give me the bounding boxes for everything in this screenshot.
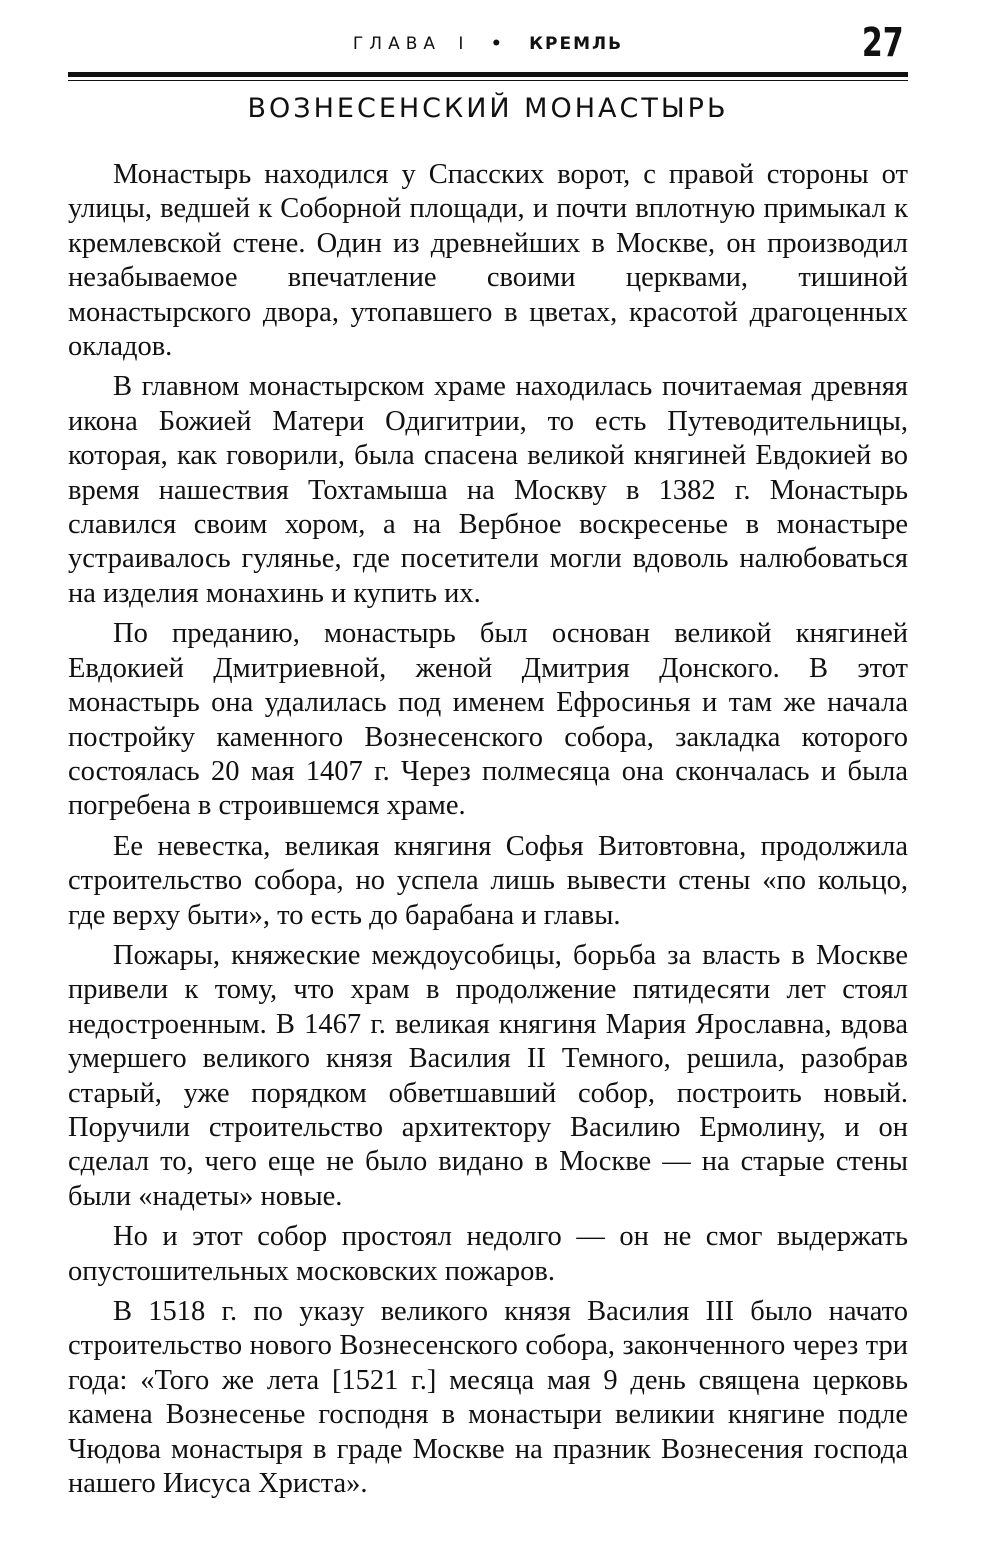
body-text	[68, 158, 908, 1501]
paragraph: Но и этот собор простоял недолго — он не смог выдержать опустошительных московских пожаров.	[68, 1221, 908, 1287]
paragraph: Монастырь находился у Спасских ворот, с правой стороны от улицы, ведшей к Соборной площади, и почти вплотную примыкал к кремлевской стене. Один из древнейших в Москве, он производил незабываемое впечатление своими церквами, тишиной монастырского двора, утопавшего в цветах, красотой драгоценных окладов.	[68, 159, 908, 363]
header-rule-thick	[68, 72, 908, 77]
header-rule-thin	[68, 80, 908, 81]
running-title	[68, 34, 908, 54]
paragraph: Ее невестка, великая княгиня Софья Витовтовна, продолжила строительство собора, но успела лишь вывести стены «по кольцо, где верху быти», то есть до барабана и главы.	[68, 830, 908, 931]
section-heading: ВОЗНЕСЕНСКИЙ МОНАСТЫРЬ	[247, 93, 729, 124]
paragraph: В главном монастырском храме находилась почитаемая древняя икона Божией Матери Одигитрии, то есть Путеводительницы, которая, как говорили, была спасена великой княгиней Евдокией во время нашествия Тохтамыша на Москву в 1382 г. Монастырь славился своим хором, а на Вербное воскресенье в монастыре устраивалось гулянье, где посетители могли вдоволь налюбоваться на изделия монахинь и купить их.	[68, 371, 908, 609]
page-number: 27	[862, 20, 904, 66]
paragraph: По преданию, монастырь был основан великой княгиней Евдокией Дмитриевной, женой Дмитрия Донского. В этот монастырь она удалилась под именем Ефросинья и там же начала постройку каменного Вознесенского собора, закладка которого состоялась 20 мая 1407 г. Через полмесяца она скончалась и была погребена в строившемся храме.	[68, 618, 908, 822]
book-page	[68, 20, 908, 1507]
chapter-label: ГЛАВА I	[352, 34, 470, 54]
bullet-separator: •	[490, 34, 508, 54]
running-head	[68, 20, 908, 70]
paragraph: В 1518 г. по указу великого князя Василия III было начато строительство нового Вознесенского собора, законченного через три года: «Того же лета [1521 г.] месяца мая 9 день священа церковь камена Вознесенье господня в монастыри великии княгине подле Чюдова монастыря в граде Москве на празник Вознесения господа нашего Иисуса Христа».	[68, 1296, 908, 1500]
paragraph: Пожары, княжеские междоусобицы, борьба за власть в Москве привели к тому, что храм в продолжение пятидесяти лет стоял недостроенным. В 1467 г. великая княгиня Мария Ярославна, вдова умершего великого князя Василия II Темного, решила, разобрав старый, уже порядком обветшавший собор, построить новый. Поручили строительство архитектору Василию Ермолину, и он сделал то, чего еще не было видано в Москве — на старые стены были «надеты» новые.	[68, 939, 908, 1212]
section-label: КРЕМЛЬ	[529, 34, 624, 54]
